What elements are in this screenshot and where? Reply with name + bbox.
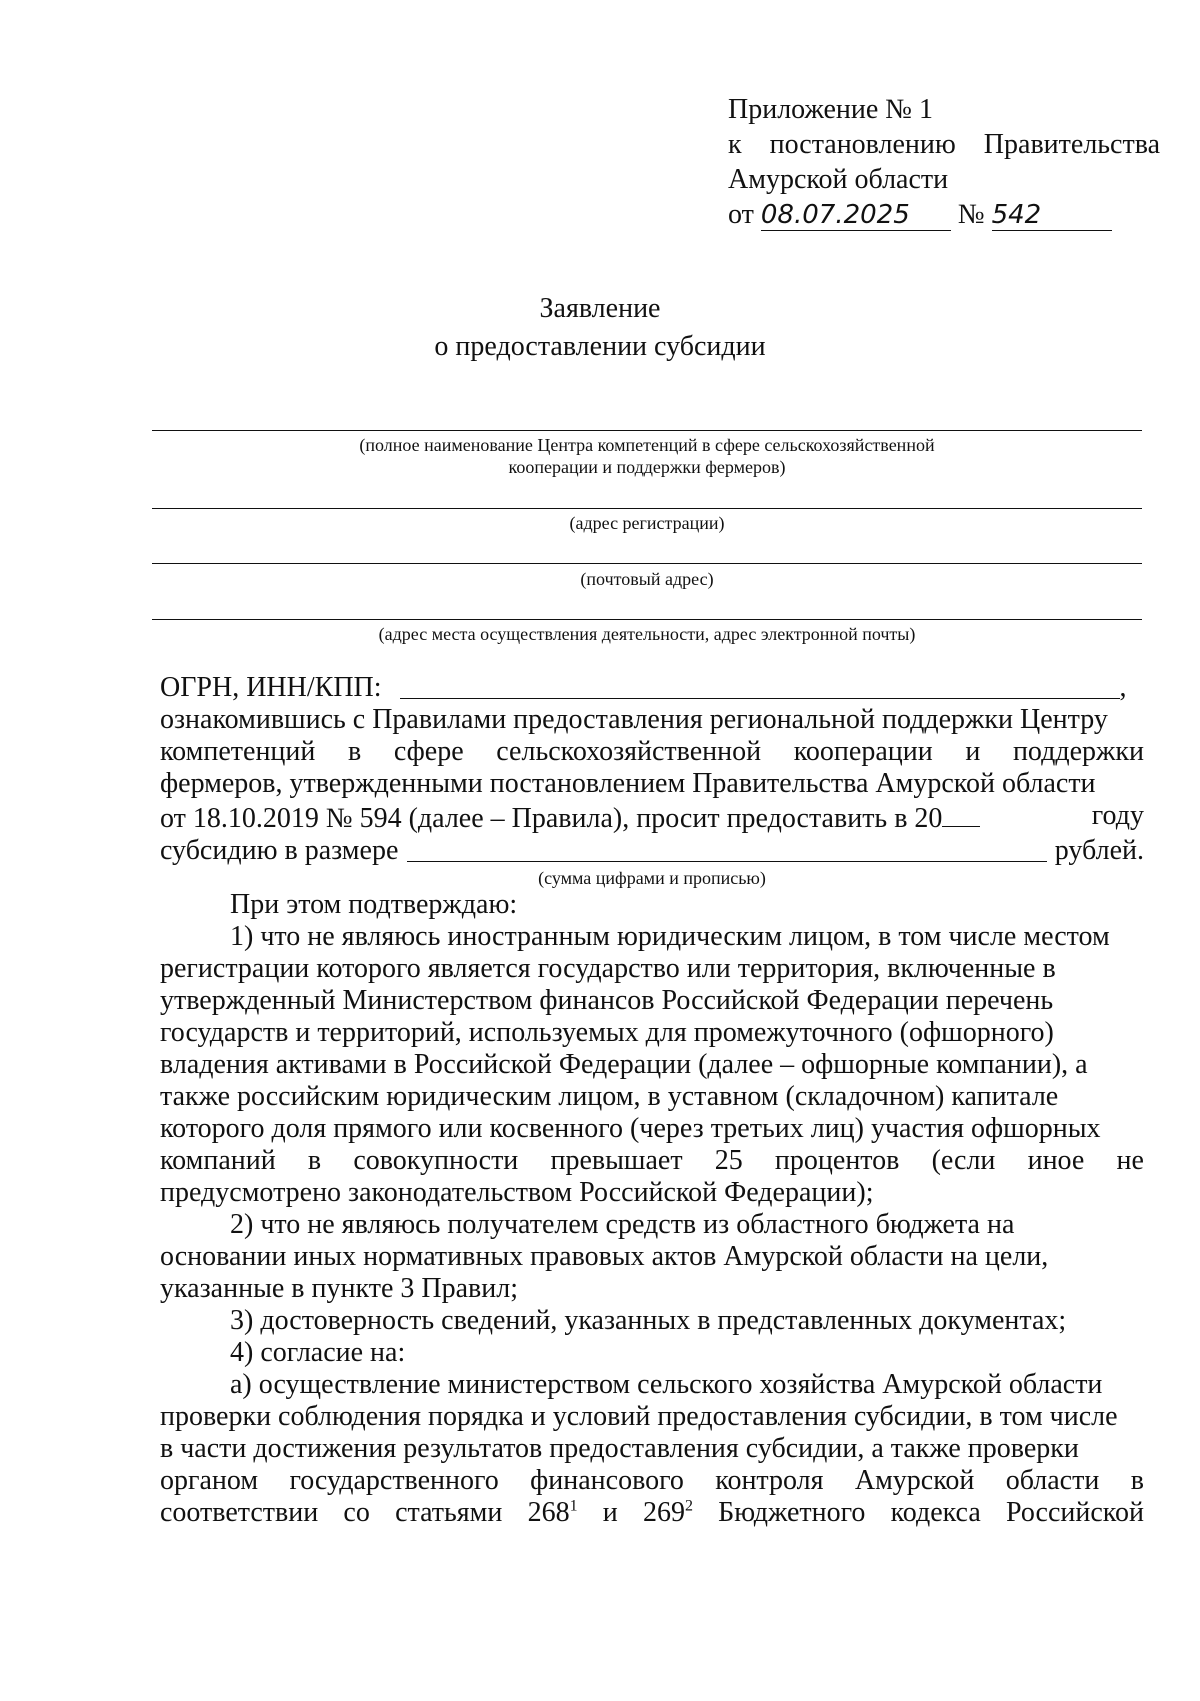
date-prefix: от (728, 199, 754, 230)
confirm-heading: При этом подтверждаю: (230, 889, 518, 920)
annex-date-number-line (728, 197, 1168, 232)
item-1-line: владения активами в Российской Федерации (далее – офшорные компании), а (160, 1049, 1088, 1080)
word: в (1130, 1465, 1144, 1496)
document-title: Заявление (539, 293, 661, 324)
article-superscript: 2 (684, 1497, 693, 1515)
item-1-line: государств и территорий, используемых для промежуточного (офшорного) (160, 1017, 1054, 1048)
word: Бюджетного (718, 1497, 866, 1528)
article-ref-1 (528, 1497, 578, 1529)
item-3-line: 3) достоверность сведений, указанных в представленных документах; (230, 1305, 1067, 1336)
year-text (160, 800, 980, 835)
word: органом (160, 1465, 259, 1496)
annex-word: к (728, 129, 742, 160)
word: компетенций (160, 736, 316, 767)
activity-caption: (адрес места осуществления деятельности, адрес электронной почты) (378, 624, 916, 644)
application-body (160, 672, 1144, 1529)
item-1-line: регистрации которого является государство или территория, включенные в (160, 953, 1056, 984)
article-ref-2 (643, 1497, 693, 1529)
item-1-line: утвержденный Министерством финансов Российской Федерации перечень (160, 985, 1054, 1016)
activity-field-line (152, 619, 1142, 620)
item-1-line: 1) что не являюсь иностранным юридическим лицом, в том числе местом (230, 921, 1110, 952)
word: иное (1027, 1145, 1085, 1176)
word: сфере (393, 736, 464, 767)
name-caption-1: (полное наименование Центра компетенций в сфере сельскохозяйственной (359, 435, 935, 455)
item-1-line: которого доля прямого или косвенного (через третьих лиц) участия офшорных (160, 1113, 1101, 1144)
body-line-justified (160, 736, 1144, 768)
document-subtitle: о предоставлении субсидии (434, 331, 766, 362)
year-word: году (1091, 800, 1144, 831)
word: не (1116, 1145, 1144, 1176)
item-1-line: также российским юридическим лицом, в уставном (складочном) капитале (160, 1081, 1059, 1112)
word: процентов (774, 1145, 900, 1176)
body-line: фермеров, утвержденными постановлением Правительства Амурской области (160, 768, 1096, 799)
item-1-line: предусмотрено законодательством Российской Федерации); (160, 1177, 874, 1208)
word: сельскохозяйственной (496, 736, 762, 767)
word: в (307, 1145, 322, 1176)
word: превышает (550, 1145, 683, 1176)
postal-caption: (почтовый адрес) (580, 569, 714, 589)
item-a-line-justified (160, 1465, 1144, 1497)
annex-region: Амурской области (728, 164, 949, 195)
registration-caption: (адрес регистрации) (569, 513, 725, 533)
body-line: ознакомившись с Правилами предоставления региональной поддержки Центру (160, 704, 1108, 735)
word: и (602, 1497, 618, 1528)
name-field-line (152, 430, 1142, 431)
name-caption-2: кооперации и поддержки фермеров) (508, 457, 786, 477)
year-prefix: от 18.10.2019 № 594 (далее – Правила), просит предоставить в 20 (160, 803, 943, 834)
item-2-line: основании иных нормативных правовых актов Амурской области на цели, (160, 1241, 1049, 1272)
ogrn-blank (400, 672, 1120, 699)
article-number: 269 (642, 1497, 685, 1528)
word: Российской (1005, 1497, 1144, 1528)
annex-number: Приложение № 1 (728, 94, 933, 125)
word: поддержки (1012, 736, 1144, 767)
registration-field-line (152, 508, 1142, 509)
word: кодекса (890, 1497, 981, 1528)
word: соответствии (160, 1497, 319, 1528)
item-a-line-justified (160, 1497, 1144, 1529)
annex-ref-line (728, 127, 1160, 162)
word: 25 (714, 1145, 743, 1176)
amount-label: субсидию в размере (160, 835, 399, 866)
word: (если (931, 1145, 996, 1176)
item-2-line: 2) что не являюсь получателем средств из областного бюджета на (230, 1209, 1015, 1240)
word: области (1005, 1465, 1100, 1496)
word: Амурской (854, 1465, 975, 1496)
word: в (348, 736, 362, 767)
item-a-line: проверки соблюдения порядка и условий предоставления субсидии, в том числе (160, 1401, 1118, 1432)
word: со (343, 1497, 370, 1528)
word: и (965, 736, 981, 767)
annex-word: постановлению (769, 129, 956, 160)
annex-word: Правительства (983, 129, 1160, 160)
item-1-line-justified (160, 1145, 1144, 1177)
item-a-line: в части достижения результатов предоставления субсидии, а также проверки (160, 1433, 1079, 1464)
ogrn-line (160, 672, 1144, 704)
ogrn-label: ОГРН, ИНН/КПП: (160, 672, 382, 703)
article-superscript: 1 (569, 1497, 578, 1515)
word: государственного (289, 1465, 499, 1496)
handwritten-number: 542 (992, 200, 1112, 231)
word: компаний (160, 1145, 276, 1176)
item-a-line: а) осуществление министерством сельского хозяйства Амурской области (230, 1369, 1103, 1400)
word: статьями (395, 1497, 503, 1528)
item-4-line: 4) согласие на: (230, 1337, 406, 1368)
year-blank (942, 800, 980, 827)
annex-header (728, 92, 1168, 232)
ogrn-comma: , (1119, 672, 1127, 703)
word: финансового (530, 1465, 684, 1496)
amount-caption: (сумма цифрами и прописью) (538, 868, 766, 888)
item-2-line: указанные в пункте 3 Правил; (160, 1273, 518, 1304)
amount-blank (407, 835, 1047, 862)
amount-unit: рублей. (1054, 835, 1144, 866)
word: совокупности (353, 1145, 519, 1176)
number-prefix: № (957, 199, 985, 230)
word: кооперации (793, 736, 933, 767)
year-line (160, 800, 1144, 835)
handwritten-date: 08.07.2025 (761, 200, 951, 231)
article-number: 268 (527, 1497, 570, 1528)
amount-line (160, 835, 1144, 867)
postal-field-line (152, 563, 1142, 564)
word: контроля (715, 1465, 824, 1496)
